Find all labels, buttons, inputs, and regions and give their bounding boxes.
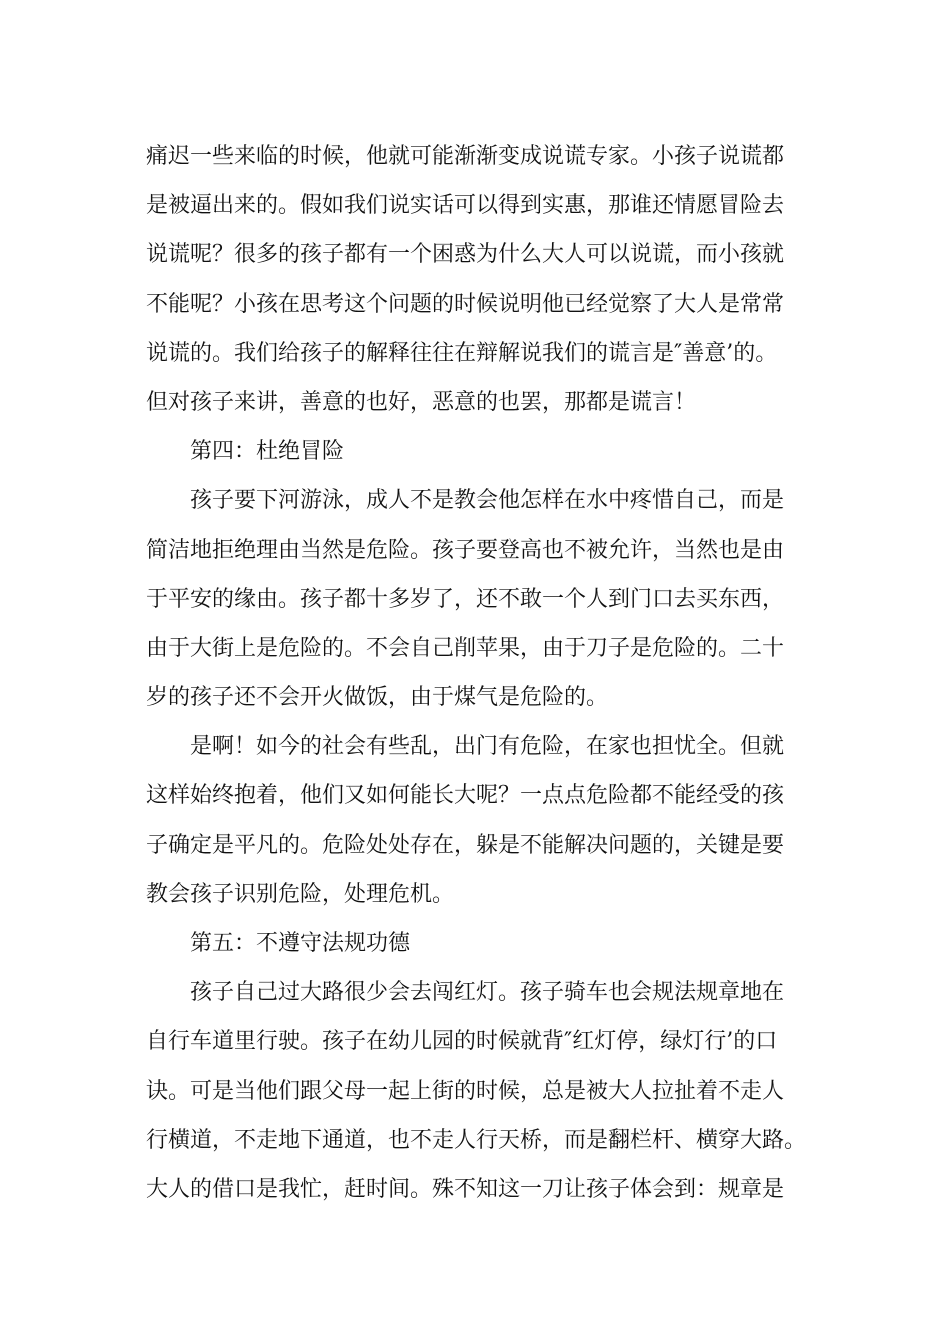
section-heading-4: 第四：杜绝冒险 <box>190 439 345 465</box>
text-line: 痛迟一些来临的时候，他就可能渐渐变成说谎专家。小孩子说谎都 <box>146 144 785 169</box>
text-line: 于平安的缘由。孩子都十多岁了，还不敢一个人到门口去买东西， <box>146 586 785 612</box>
text-line: 简洁地拒绝理由当然是危险。孩子要登高也不被允许，当然也是由 <box>146 537 785 563</box>
text-line: 由于大街上是危险的。不会自己削苹果，由于刀子是危险的。二十 <box>146 635 785 661</box>
text-line: 自行车道里行驶。孩子在幼儿园的时候就背″红灯停，绿灯行’的口 <box>146 1029 778 1055</box>
paragraph-start: 孩子自己过大路很少会去闯红灯。孩子骑车也会规法规章地在 <box>190 980 785 1006</box>
text-line: 但对孩子来讲，善意的也好，恶意的也罢，那都是谎言！ <box>146 389 697 415</box>
text-line: 岁的孩子还不会开火做饭，由于煤气是危险的。 <box>146 685 609 711</box>
section-heading-5: 第五：不遵守法规功德 <box>190 931 411 956</box>
text-line: 子确定是平凡的。危险处处存在，躲是不能解决问题的，关键是要 <box>146 832 785 858</box>
text-line: 诀。可是当他们跟父母一起上街的时候，总是被大人拉扯着不走人 <box>146 1078 785 1104</box>
text-line: 说谎的。我们给孩子的解释往往在辩解说我们的谎言是″善意’的。 <box>146 340 778 366</box>
text-line: 说谎呢？很多的孩子都有一个困惑为什么大人可以说谎，而小孩就 <box>146 242 785 268</box>
text-line: 这样始终抱着，他们又如何能长大呢？一点点危险都不能经受的孩 <box>146 783 785 809</box>
text-line: 是被逼出来的。假如我们说实话可以得到实惠，那谁还情愿冒险去 <box>146 193 785 219</box>
text-line: 行横道，不走地下通道，也不走人行天桥，而是翻栏杆、横穿大路。 <box>146 1127 807 1153</box>
body-text <box>146 132 836 1214</box>
paragraph-start: 是啊！如今的社会有些乱，出门有危险，在家也担忧全。但就 <box>190 734 785 760</box>
text-line: 大人的借口是我忙，赶时间。殊不知这一刀让孩子体会到：规章是 <box>146 1176 785 1202</box>
paragraph-start: 孩子要下河游泳，成人不是教会他怎样在水中疼惜自己，而是 <box>190 488 785 514</box>
text-line: 教会孩子识别危险，处理危机。 <box>146 881 455 907</box>
text-line: 不能呢？小孩在思考这个问题的时候说明他已经觉察了大人是常常 <box>146 291 785 317</box>
